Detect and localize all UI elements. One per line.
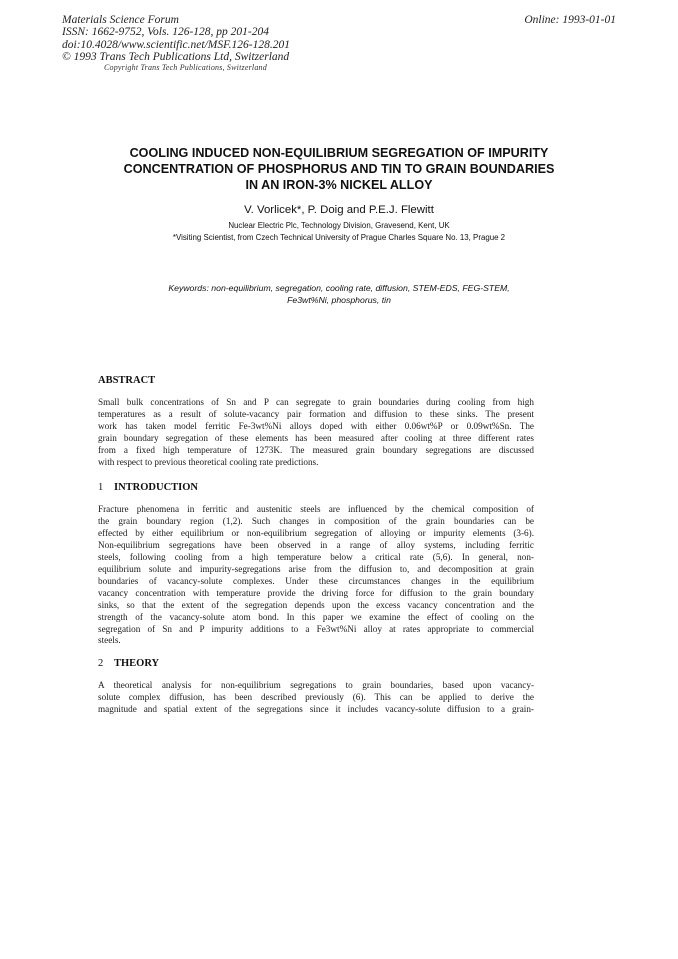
issn-line: ISSN: 1662-9752, Vols. 126-128, pp 201-204 — [62, 26, 269, 39]
text-line: strength of the vacancy-solute atom bond. In this paper we examine the effect of cooling on the — [98, 611, 534, 622]
doi-line: doi:10.4028/www.scientific.net/MSF.126-128.201 — [62, 38, 290, 51]
introduction-heading — [98, 482, 198, 493]
text-line: effected by either equilibrium or non-equilibrium segregation of alloying or impurity elements (3-6). — [98, 527, 534, 538]
paper-authors: V. Vorlicek*, P. Doig and P.E.J. Flewitt — [244, 204, 434, 216]
theory-heading — [98, 658, 159, 669]
copyright-stamp: Copyright Trans Tech Publications, Switzerland — [104, 63, 267, 72]
keywords — [112, 282, 566, 306]
text-line: grain boundary segregation of these elements has been measured after cooling at three different rates — [98, 432, 534, 443]
paper-title — [70, 145, 608, 193]
text-line: steels. — [98, 635, 121, 646]
introduction-body — [98, 504, 534, 647]
title-line: COOLING INDUCED NON-EQUILIBRIUM SEGREGATION OF IMPURITY — [129, 146, 549, 160]
text-line: work has taken model ferritic Fe-3wt%Ni alloys doped with either 0.06wt%P or 0.09wt%Sn. The — [98, 420, 534, 431]
publisher-line: © 1993 Trans Tech Publications Ltd, Switzerland — [62, 50, 290, 63]
online-date: Online: 1993-01-01 — [524, 14, 616, 26]
text-line: magnitude and spatial extent of the segregations since it includes vacancy-solute diffusion to a grain- — [98, 703, 534, 714]
text-line: Small bulk concentrations of Sn and P can segregate to grain boundaries during cooling from high — [98, 397, 534, 407]
abstract-heading: ABSTRACT — [98, 375, 156, 386]
affiliation-primary: Nuclear Electric Plc, Technology Division, Gravesend, Kent, UK — [228, 221, 450, 230]
text-line: A theoretical analysis for non-equilibrium segregations to grain boundaries, based upon vacancy- — [98, 680, 534, 690]
text-line: sinks, so that the extent of the segregation depends upon the excess vacancy concentration and the — [98, 599, 534, 610]
title-line: IN AN IRON-3% NICKEL ALLOY — [245, 178, 433, 192]
text-line: from a fixed high temperature of 1273K. The measured grain boundary segregations are discussed — [98, 444, 534, 455]
section-title: THEORY — [114, 658, 160, 669]
keywords-line: Fe3wt%Ni, phosphorus, tin — [287, 295, 391, 305]
text-line: vacancy concentration with temperature provide the driving force for diffusion to the grain boundary — [98, 587, 534, 598]
text-line: solute complex diffusion, has been described previously (6). This can be applied to derive the — [98, 691, 534, 702]
section-number: 1 — [98, 482, 104, 493]
section-number: 2 — [98, 658, 104, 669]
text-line: temperatures as a result of solute-vacancy pair formation and diffusion to these sinks. The present — [98, 408, 534, 419]
text-line: Non-equilibrium segregations have been observed in a range of alloy systems, including ferritic — [98, 539, 534, 550]
text-line: boundaries of vacancy-solute complexes. Under these circumstances changes in the equilibrium — [98, 575, 534, 586]
keywords-line: Keywords: non-equilibrium, segregation, cooling rate, diffusion, STEM-EDS, FEG-STEM, — [168, 283, 510, 293]
text-line: the grain boundary region (1,2). Such changes in composition of the grain boundaries can be — [98, 515, 534, 526]
abstract-body — [98, 397, 534, 469]
journal-name: Materials Science Forum — [62, 14, 179, 26]
text-line: with respect to previous theoretical cooling rate predictions. — [98, 456, 319, 467]
title-line: CONCENTRATION OF PHOSPHORUS AND TIN TO GRAIN BOUNDARIES — [123, 162, 555, 176]
journal-header — [62, 14, 290, 63]
theory-body — [98, 680, 534, 716]
text-line: steels, following cooling from a high temperature below a critical rate (5,6). In general, non- — [98, 551, 534, 562]
affiliation-visiting: *Visiting Scientist, from Czech Technical University of Prague Charles Square No. 13, Prague 2 — [172, 233, 506, 242]
text-line: equilibrium solute and impurity-segregations arise from the diffusion to, and decomposition at grain — [98, 563, 534, 574]
text-line: segregation of Sn and P impurity additions to a Fe3wt%Ni alloy at rates appropriate to commercial — [98, 623, 534, 634]
text-line: Fracture phenomena in ferritic and austenitic steels are influenced by the chemical composition of — [98, 504, 534, 514]
section-title: INTRODUCTION — [114, 482, 199, 493]
